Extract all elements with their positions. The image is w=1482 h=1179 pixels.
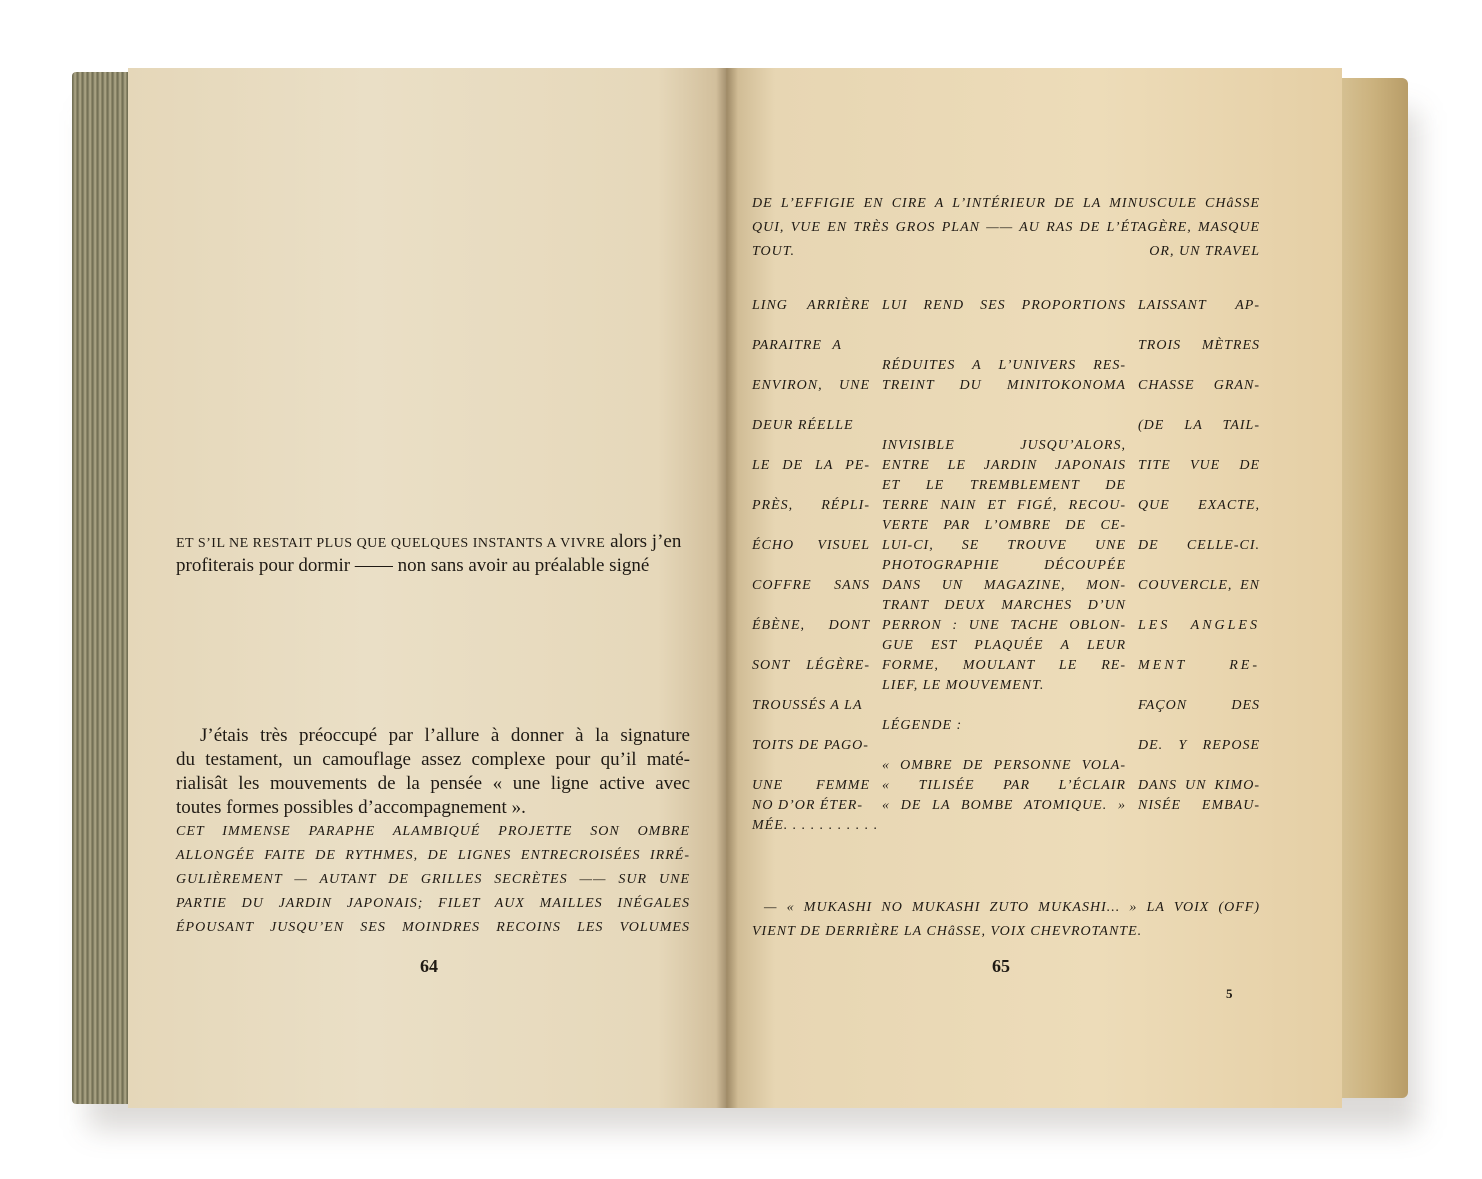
- col-middle-line: ET LE TREMBLEMENT DE: [882, 478, 1126, 493]
- col-middle-line: LIEF, LE MOUVEMENT.: [882, 678, 1045, 693]
- right-page: [726, 68, 1342, 1108]
- left-para3-line5: ÉPOUSANT JUSQU’EN SES MOINDRES RECOINS LES VOLUMES: [176, 920, 690, 935]
- left-para3-line4: PARTIE DU JARDIN JAPONAIS; FILET AUX MAILLES INÉGALES: [176, 896, 690, 911]
- left-page: [128, 68, 730, 1108]
- right-top-line1: DE L’EFFIGIE EN CIRE A L’INTÉRIEUR DE LA MINUSCULE CHâSSE: [752, 196, 1260, 211]
- col-left-line: ÉBÈNE, DONT: [752, 618, 870, 633]
- right-bottom-line2: VIENT DE DERRIÈRE LA CHâSSE, VOIX CHEVROTANTE.: [752, 924, 1143, 939]
- col-middle-line: GUE EST PLAQUÉE A LEUR: [882, 638, 1126, 653]
- left-para3-line2: ALLONGÉE FAITE DE RYTHMES, DE LIGNES ENTRECROISÉES IRRÉ-: [176, 848, 690, 863]
- col-middle-line: « DE LA BOMBE ATOMIQUE. »: [882, 798, 1126, 813]
- col-left-line: MÉE. . . . . . . . . . .: [752, 818, 879, 833]
- col-middle-line: VERTE PAR L’OMBRE DE CE-: [882, 518, 1126, 533]
- col-right-line: DE CELLE-CI.: [1138, 538, 1260, 553]
- col-left-line: UNE FEMME: [752, 778, 870, 793]
- left-para1-line2: profiterais pour dormir —— non sans avoir au préalable signé: [176, 555, 650, 576]
- col-left-line: COFFRE SANS: [752, 578, 870, 593]
- left-para2-line3: rialisât les mouvements de la pensée « une ligne active avec: [176, 773, 690, 794]
- col-middle-line: DANS UN MAGAZINE, MON-: [882, 578, 1126, 593]
- right-line3-left: TOUT.: [752, 244, 796, 259]
- col-right-line: QUE EXACTE,: [1138, 498, 1260, 513]
- left-para3-line1: CET IMMENSE PARAPHE ALAMBIQUÉ PROJETTE SON OMBRE: [176, 824, 690, 839]
- left-para2-line1: J’étais très préoccupé par l’allure à donner à la signature: [200, 725, 690, 746]
- col-left-line: ÉCHO VISUEL: [752, 538, 870, 553]
- col-middle-line: LUI-CI, SE TROUVE UNE: [882, 538, 1126, 553]
- col-left-line: TROUSSÉS A LA: [752, 698, 863, 713]
- col-middle-line: LUI REND SES PROPORTIONS: [882, 298, 1126, 313]
- col-left-line: PRÈS, RÉPLI-: [752, 498, 870, 513]
- left-para2-line4: toutes formes possibles d’accompagnement ».: [176, 797, 526, 818]
- col-middle-line: « OMBRE DE PERSONNE VOLA-: [882, 758, 1126, 773]
- col-right-line: COUVERCLE, EN: [1138, 578, 1260, 593]
- col-middle-line: FORME, MOULANT LE RE-: [882, 658, 1126, 673]
- col-middle-line: « TILISÉE PAR L’ÉCLAIR: [882, 778, 1126, 793]
- col-middle-line: TREINT DU MINITOKONOMA: [882, 378, 1126, 393]
- col-middle-line: PERRON : UNE TACHE OBLON-: [882, 618, 1126, 633]
- col-left-line: DEUR RÉELLE: [752, 418, 854, 433]
- right-line3-right: OR, UN TRAVEL: [1149, 244, 1260, 259]
- col-right-line: NISÉE EMBAU-: [1138, 798, 1260, 813]
- col-left-line: PARAITRE A: [752, 338, 842, 353]
- col-right-line: (DE LA TAIL-: [1138, 418, 1260, 433]
- col-right-line: DE. Y REPOSE: [1138, 738, 1260, 753]
- col-right-line: LES ANGLES: [1138, 618, 1260, 633]
- right-top-line2: QUI, VUE EN TRÈS GROS PLAN —— AU RAS DE L’ÉTAGÈRE, MASQUE: [752, 220, 1260, 235]
- col-left-line: TOITS DE PAGO-: [752, 738, 869, 753]
- col-left-line: LE DE LA PE-: [752, 458, 870, 473]
- right-bottom-line1: — « MUKASHI NO MUKASHI ZUTO MUKASHI... » LA VOIX (OFF): [764, 900, 1260, 915]
- col-right-line: LAISSANT AP-: [1138, 298, 1260, 313]
- col-middle-line: ENTRE LE JARDIN JAPONAIS: [882, 458, 1126, 473]
- col-left-line: SONT LÉGÈRE-: [752, 658, 870, 673]
- col-middle-line: INVISIBLE JUSQU’ALORS,: [882, 438, 1126, 453]
- left-para3-line3: GULIÈREMENT — AUTANT DE GRILLES SECRÈTES —— SUR UNE: [176, 872, 690, 887]
- book-gutter: [716, 68, 738, 1108]
- col-middle-line: PHOTOGRAPHIE DÉCOUPÉE: [882, 558, 1126, 573]
- col-middle-line: LÉGENDE :: [882, 718, 963, 733]
- col-middle-line: TRANT DEUX MARCHES D’UN: [882, 598, 1126, 613]
- page-number-65: 65: [992, 956, 1010, 976]
- col-middle-line: RÉDUITES A L’UNIVERS RES-: [882, 358, 1126, 373]
- col-left-line: ENVIRON, UNE: [752, 378, 870, 393]
- col-right-line: CHASSE GRAN-: [1138, 378, 1260, 393]
- left-para2-line2: du testament, un camouflage assez complexe pour qu’il maté-: [176, 749, 690, 770]
- col-right-line: TROIS MÈTRES: [1138, 338, 1260, 353]
- col-middle-line: TERRE NAIN ET FIGÉ, RECOU-: [882, 498, 1126, 513]
- page-number-64: 64: [420, 956, 438, 976]
- left-para1-line1: ET S’IL NE RESTAIT PLUS QUE QUELQUES INSTANTS A VIVRE alors j’en: [176, 531, 682, 552]
- col-right-line: DANS UN KIMO-: [1138, 778, 1260, 793]
- col-left-line: LING ARRIÈRE: [752, 298, 870, 313]
- col-right-line: FAÇON DES: [1138, 698, 1260, 713]
- col-left-line: NO D’OR ÉTER-: [752, 798, 863, 813]
- left-page-edges: [72, 72, 134, 1104]
- col-right-line: TITE VUE DE: [1138, 458, 1260, 473]
- signature-mark: 5: [1226, 986, 1233, 1001]
- col-right-line: MENT RE-: [1138, 658, 1260, 673]
